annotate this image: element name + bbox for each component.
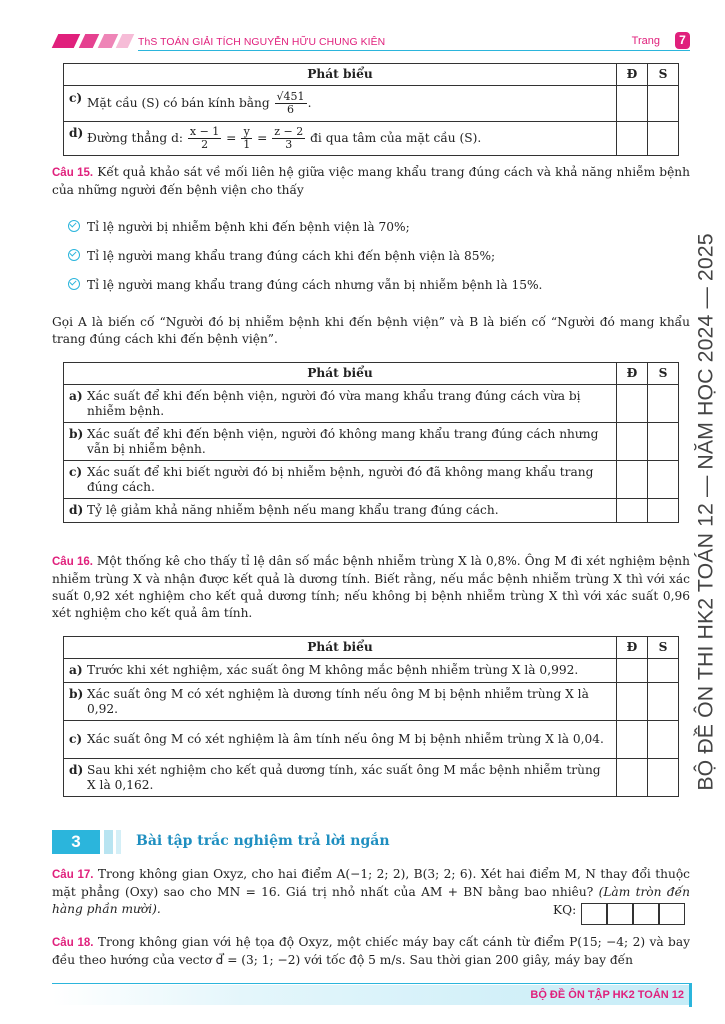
statement-cell (64, 423, 617, 461)
false-answer-cell[interactable] (648, 499, 679, 523)
false-answer-cell[interactable] (648, 683, 679, 721)
table-row (64, 759, 679, 797)
fraction-num: z − 2 (274, 125, 304, 138)
page-header (52, 32, 690, 52)
side-title: BỘ ĐỀ ÔN THI HK2 TOÁN 12 — NĂM HỌC 2024 — 2025 (693, 233, 718, 791)
header-stripe (98, 34, 119, 48)
page-footer (52, 985, 690, 1005)
table-header-row (64, 363, 679, 385)
statement-text: Xác suất ông M có xét nghiệm là dương tính nếu ông M bị bệnh nhiễm trùng X là 0,92. (87, 686, 589, 716)
true-answer-cell[interactable] (617, 683, 648, 721)
false-answer-cell[interactable] (648, 423, 679, 461)
answer-box[interactable] (633, 903, 659, 925)
true-answer-cell[interactable] (617, 423, 648, 461)
statement-cell (64, 122, 617, 156)
statement-text: Xác suất ông M có xét nghiệm là âm tính nếu ông M bị bệnh nhiễm trùng X là 0,04. (87, 732, 604, 746)
row-label: a) (69, 663, 83, 677)
statement-cell (64, 86, 617, 122)
question-text: Trong không gian với hệ tọa độ Oxyz, một chiếc máy bay cất cánh từ điểm P(15; −4; 2) và bay đều theo hướng của vectơ d⃗ = (3; 1; −2) với tốc độ 5 m/s. Sau thời gian 200 giây, máy bay đến (52, 935, 691, 967)
answer-box[interactable] (659, 903, 685, 925)
statement-cell (64, 759, 617, 797)
q15-intro (52, 164, 690, 199)
list-item (68, 277, 542, 293)
table-row (64, 683, 679, 721)
row-label: b) (69, 426, 84, 441)
row-label: d) (69, 762, 84, 777)
statement-text: Xác suất để khi biết người đó bị nhiễm bệnh, người đó đã không mang khẩu trang đúng cách. (87, 464, 594, 494)
question-text: Một thống kê cho thấy tỉ lệ dân số mắc bệnh nhiễm trùng X là 0,8%. Ông M đi xét nghiệm bệnh nhiễm trùng X và nhận được kết quả là dương tính. Biết rằng, nếu mắc bệnh nhiễm trùng X thì với xác suất 0,92 xét nghiệm cho kết quả dương tính; nếu không bị bệnh nhiễm trùng X thì với xác suất 0,96 xét nghiệm cho kết quả âm tính. (52, 554, 690, 620)
section-bar (116, 830, 121, 854)
row-label: c) (69, 732, 83, 746)
fraction (188, 126, 221, 151)
row-label: c) (69, 91, 83, 105)
true-answer-cell[interactable] (617, 385, 648, 423)
fraction-num: √451 (276, 90, 305, 103)
statement-cell (64, 499, 617, 523)
table-row (64, 659, 679, 683)
header-stripe (116, 34, 135, 48)
page-label: Trang (631, 35, 660, 47)
header-stripe (52, 34, 81, 48)
table-row (64, 385, 679, 423)
footer-rule (52, 983, 690, 984)
answer-label: KQ: (553, 903, 577, 917)
q16-intro (52, 553, 690, 622)
true-answer-cell[interactable] (617, 659, 648, 683)
section-bar (104, 830, 113, 854)
footer-title: BỘ ĐỀ ÔN TẬP HK2 TOÁN 12 (530, 989, 684, 1001)
false-answer-cell[interactable] (648, 461, 679, 499)
fraction-num: x − 1 (189, 125, 220, 138)
statement-cell (64, 461, 617, 499)
statement-text: Mặt cầu (S) có bán kính bằng (87, 96, 274, 110)
header-false: S (648, 363, 679, 385)
statement-cell (64, 683, 617, 721)
list-item (68, 248, 495, 264)
q15-table (63, 362, 679, 523)
fraction (275, 91, 307, 116)
q16-table (63, 636, 679, 797)
statement-text: đi qua tâm của mặt cầu (S). (306, 131, 482, 145)
row-label: d) (69, 503, 84, 517)
fraction-den: 3 (285, 138, 293, 151)
list-item (68, 219, 410, 235)
false-answer-cell[interactable] (648, 659, 679, 683)
row-label: a) (69, 388, 83, 403)
bullet-text: Tỉ lệ người mang khẩu trang đúng cách khi đến bệnh viện là 85%; (87, 249, 496, 263)
header-statement: Phát biểu (64, 637, 617, 659)
q14-table (63, 63, 679, 156)
false-answer-cell[interactable] (648, 86, 679, 122)
statement-text: Đường thẳng d: (87, 131, 187, 145)
page-number: 7 (675, 32, 690, 49)
row-label: d) (69, 126, 84, 140)
answer-box[interactable] (607, 903, 633, 925)
question-number: Câu 18. (52, 937, 94, 949)
fraction-den: 6 (287, 103, 295, 116)
question-number: Câu 17. (52, 869, 94, 881)
question-number: Câu 16. (52, 556, 93, 568)
check-circle-icon (68, 278, 80, 290)
statement-text: Sau khi xét nghiệm cho kết quả dương tính, xác suất ông M mắc bệnh nhiễm trùng X là 0,162. (87, 762, 601, 792)
false-answer-cell[interactable] (648, 721, 679, 759)
header-rule (138, 50, 690, 51)
true-answer-cell[interactable] (617, 721, 648, 759)
header-false: S (648, 637, 679, 659)
fraction (241, 126, 252, 151)
section-title: Bài tập trắc nghiệm trả lời ngắn (136, 833, 390, 849)
statement-text: Xác suất để khi đến bệnh viện, người đó vừa mang khẩu trang đúng cách vừa bị nhiễm bệnh. (87, 388, 581, 418)
question-text: Kết quả khảo sát về mối liên hệ giữa việc mang khẩu trang đúng cách và khả năng nhiễm bệnh của những người đến bệnh viện cho thấy (52, 165, 690, 197)
table-row (64, 721, 679, 759)
question-number: Câu 15. (52, 167, 94, 179)
statement-text: Xác suất để khi đến bệnh viện, người đó không mang khẩu trang đúng cách nhưng vẫn bị nhiễm bệnh. (87, 426, 599, 456)
fraction-den: 2 (201, 138, 209, 151)
statement-end: . (307, 96, 312, 110)
false-answer-cell[interactable] (648, 759, 679, 797)
equals-sign: = (222, 131, 241, 145)
q18-text (52, 934, 690, 969)
row-label: b) (69, 686, 84, 701)
fraction-num: y (241, 126, 252, 139)
table-row (64, 461, 679, 499)
table-row (64, 122, 679, 156)
q15-events: Gọi A là biến cố “Người đó bị nhiễm bệnh khi đến bệnh viện” và B là biến cố “Người đó mang khẩu trang đúng cách khi đến bệnh viện”. (52, 315, 690, 346)
header-stripe (79, 34, 100, 48)
true-answer-cell[interactable] (617, 499, 648, 523)
section-number: 3 (52, 830, 100, 854)
header-true: Đ (617, 64, 648, 86)
equals-sign: = (253, 131, 272, 145)
header-title: ThS TOÁN GIẢI TÍCH NGUYỄN HỮU CHUNG KIÊN (138, 37, 386, 48)
fraction-den: 1 (243, 138, 251, 151)
statement-cell (64, 385, 617, 423)
check-circle-icon (68, 220, 80, 232)
row-label: c) (69, 464, 83, 479)
true-answer-cell[interactable] (617, 122, 648, 156)
header-statement: Phát biểu (64, 363, 617, 385)
fraction (272, 126, 305, 151)
table-row (64, 423, 679, 461)
bullet-text: Tỉ lệ người bị nhiễm bệnh khi đến bệnh viện là 70%; (87, 220, 410, 234)
header-true: Đ (617, 363, 648, 385)
header-false: S (648, 64, 679, 86)
statement-text: Trước khi xét nghiệm, xác suất ông M không mắc bệnh nhiễm trùng X là 0,992. (87, 663, 579, 677)
header-statement: Phát biểu (64, 64, 617, 86)
true-answer-cell[interactable] (617, 86, 648, 122)
table-row (64, 86, 679, 122)
table-header-row (64, 64, 679, 86)
statement-cell (64, 659, 617, 683)
false-answer-cell[interactable] (648, 122, 679, 156)
footer-bar (689, 983, 692, 1007)
statement-cell (64, 721, 617, 759)
section-heading (52, 830, 390, 854)
question-note: (Làm tròn đến hàng phần mười). (52, 885, 690, 916)
bullet-text: Tỉ lệ người mang khẩu trang đúng cách nhưng vẫn bị nhiễm bệnh là 15%. (87, 278, 543, 292)
check-circle-icon (68, 249, 80, 261)
true-answer-cell[interactable] (617, 759, 648, 797)
header-true: Đ (617, 637, 648, 659)
question-text: Trong không gian Oxyz, cho hai điểm A(−1; 2; 2), B(3; 2; 6). Xét hai điểm M, N thay đổi thuộc mặt phẳng (Oxy) sao cho MN = 16. Giá trị nhỏ nhất của AM + BN bằng bao nhiêu? (52, 867, 691, 899)
statement-text: Tỷ lệ giảm khả năng nhiễm bệnh nếu mang khẩu trang đúng cách. (87, 503, 499, 517)
true-answer-cell[interactable] (617, 461, 648, 499)
answer-box[interactable] (581, 903, 607, 925)
table-header-row (64, 637, 679, 659)
false-answer-cell[interactable] (648, 385, 679, 423)
table-row (64, 499, 679, 523)
